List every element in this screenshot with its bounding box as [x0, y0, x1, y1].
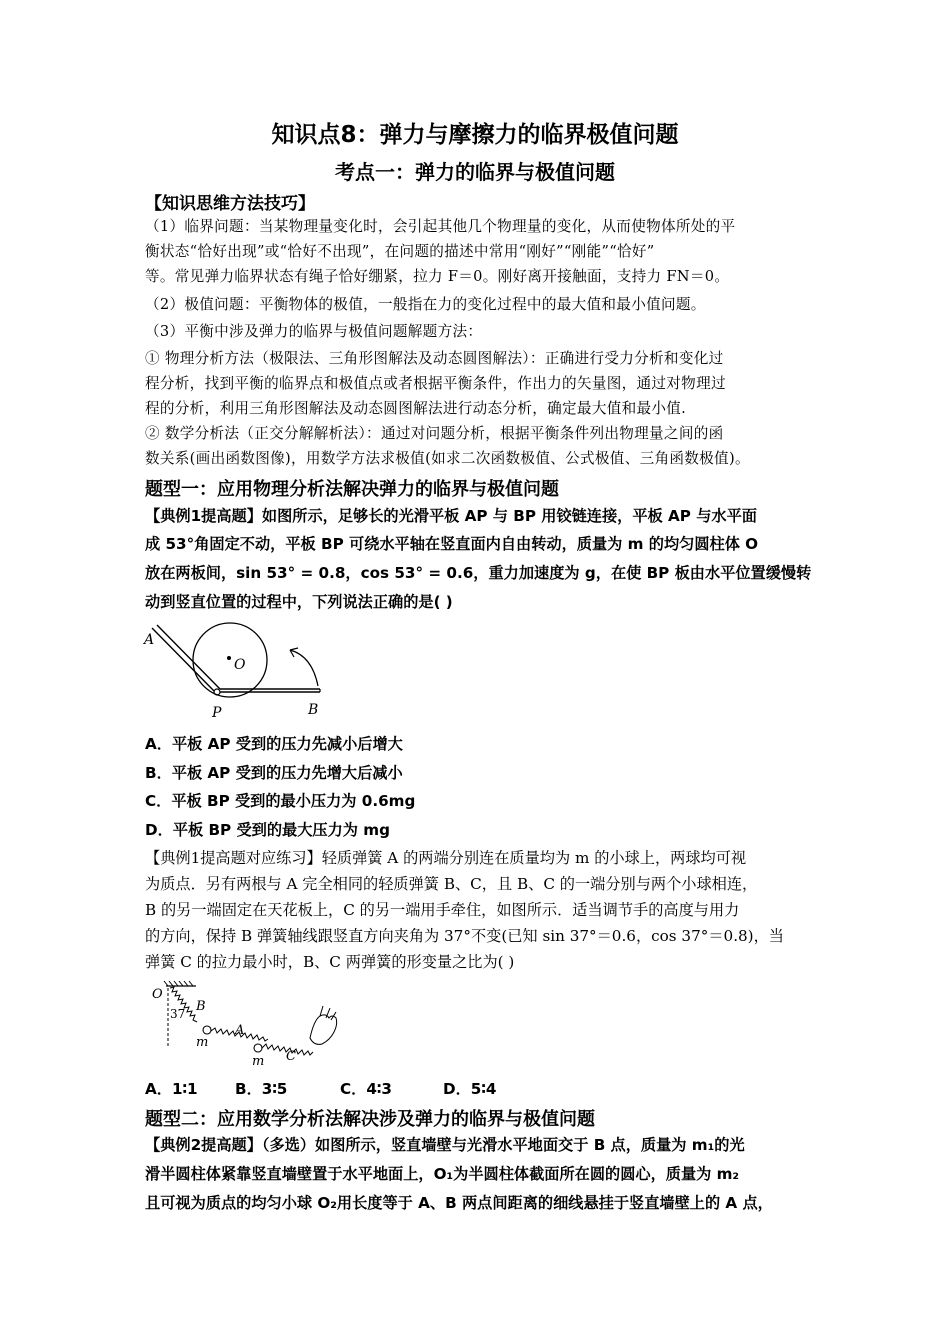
method-line: （2）极值问题：平衡物体的极值，一般指在力的变化过程中的最大值和最小值问题。 [145, 296, 706, 313]
example2-line: 滑半圆柱体紧靠竖直墙壁置于水平地面上，O₁为半圆柱体截面所在圆的圆心，质量为 m₂ [145, 1165, 740, 1183]
figure-cylinder-boards [140, 620, 340, 725]
example2-line: 且可视为质点的均匀小球 O₂用长度等于 A、B 两点间距离的细线悬挂于竖直墙壁上的 A 点， [145, 1194, 773, 1212]
type2-heading: 题型二：应用数学分析法解决涉及弹力的临界与极值问题 [145, 1109, 595, 1130]
figure2-label-a: A [235, 1023, 245, 1038]
example1-option-b: B．平板 AP 受到的压力先增大后减小 [145, 764, 403, 782]
figure1-label-p: P [212, 705, 222, 721]
practice1-option-d: D．5∶4 [443, 1080, 497, 1098]
example1-line: 动到竖直位置的过程中，下列说法正确的是( ) [145, 593, 453, 611]
page-title: 知识点8：弹力与摩擦力的临界极值问题 [271, 122, 679, 148]
page-subtitle: 考点一：弹力的临界与极值问题 [335, 160, 615, 184]
practice1-line: 【典例1提高题对应练习】轻质弹簧 A 的两端分别连在质量均为 m 的小球上，两球均可视 [145, 849, 747, 867]
figure1-label-b: B [308, 702, 319, 718]
method-line: 程的分析，利用三角形图解法及动态圆图解法进行动态分析，确定最大值和最小值. [145, 400, 687, 417]
method-line: ① 物理分析方法（极限法、三角形图解法及动态圆图解法）：正确进行受力分析和变化过 [145, 350, 724, 367]
practice1-line: B 的另一端固定在天花板上，C 的另一端用手牵住，如图所示．适当调节手的高度与用力 [145, 901, 740, 919]
method-line: 数关系(画出函数图像)，用数学方法求极值(如求二次函数极值、公式极值、三角函数极值)。 [145, 450, 750, 467]
method-heading: 【知识思维方法技巧】 [145, 194, 315, 214]
method-line: 程分析，找到平衡的临界点和极值点或者根据平衡条件，作出力的矢量图，通过对物理过 [145, 375, 726, 392]
figure2-label-m2: m [252, 1054, 265, 1069]
method-line: ② 数学分析法（正交分解解析法）：通过对问题分析，根据平衡条件列出物理量之间的函 [145, 425, 724, 442]
practice1-option-b: B．3∶5 [235, 1080, 288, 1098]
method-line: （3）平衡中涉及弹力的临界与极值问题解题方法： [145, 323, 483, 340]
example1-line: 成 53°角固定不动，平板 BP 可绕水平轴在竖直面内自由转动，质量为 m 的均匀圆柱体 O [145, 535, 759, 553]
practice1-line: 弹簧 C 的拉力最小时，B、C 两弹簧的形变量之比为( ) [145, 953, 515, 971]
method-line: （1）临界问题：当某物理量变化时，会引起其他几个物理量的变化，从而使物体所处的平 [145, 218, 736, 235]
example1-option-d: D．平板 BP 受到的最大压力为 mg [145, 821, 390, 839]
figure2-label-c: C [286, 1049, 296, 1064]
example1-option-a: A．平板 AP 受到的压力先减小后增大 [145, 735, 403, 753]
figure-springs [140, 978, 350, 1070]
practice1-option-a: A．1∶1 [145, 1080, 198, 1098]
figure2-label-m1: m [196, 1035, 209, 1050]
type1-heading: 题型一：应用物理分析法解决弹力的临界与极值问题 [145, 479, 559, 500]
method-line: 衡状态“恰好出现”或“恰好不出现”，在问题的描述中常用“刚好”“刚能”“恰好” [145, 243, 655, 260]
figure2-label-b: B [196, 999, 206, 1014]
practice1-line: 为质点．另有两根与 A 完全相同的轻质弹簧 B、C，且 B、C 的一端分别与两个小球相连， [145, 875, 758, 893]
example1-line: 放在两板间，sin 53° = 0.8，cos 53° = 0.6，重力加速度为 g，在使 BP 板由水平位置缓慢转 [145, 564, 812, 582]
practice1-line: 的方向，保持 B 弹簧轴线跟竖直方向夹角为 37°不变(已知 sin 37°＝0.6，cos 37°＝0.8)，当 [145, 927, 784, 945]
figure1-label-o: O [234, 657, 246, 673]
practice1-option-c: C．4∶3 [340, 1080, 392, 1098]
figure2-label-o: O [152, 987, 163, 1002]
method-line: 等。常见弹力临界状态有绳子恰好绷紧，拉力 F＝0。刚好离开接触面，支持力 FN＝0。 [145, 268, 730, 285]
example1-line: 【典例1提高题】如图所示，足够长的光滑平板 AP 与 BP 用铰链连接，平板 AP 与水平面 [145, 507, 757, 525]
example1-option-c: C．平板 BP 受到的最小压力为 0.6mg [145, 792, 416, 810]
figure2-label-angle: 37 [170, 1007, 186, 1021]
example2-line: 【典例2提高题】（多选）如图所示，竖直墙壁与光滑水平地面交于 B 点，质量为 m₁的光 [145, 1136, 745, 1154]
figure1-label-a: A [144, 632, 155, 648]
